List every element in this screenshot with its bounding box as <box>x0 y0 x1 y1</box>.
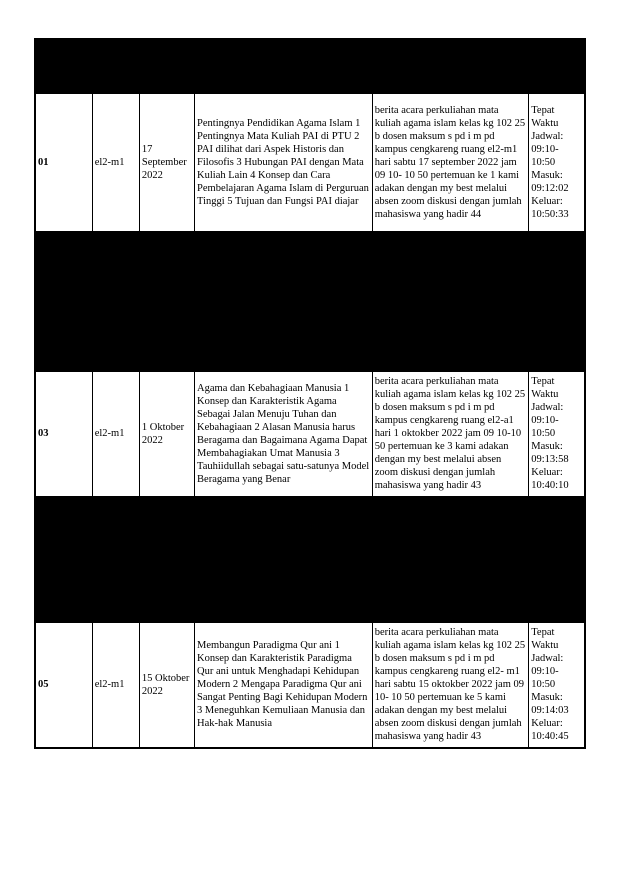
notes-text: berita acara perkuliahan mata kuliah agama islam kelas kg 102 25 b dosen maksum s pd i m pd kampus cengkareng ruang el2-m1 hari sabtu 17 september 2022 jam 09 10- 10 50 pertemuan ke 1 kami adakan dengan my best melalui absen zoom diskusi dengan jumlah mahasiswa yang hadir 44 <box>372 93 529 231</box>
table-row <box>35 371 585 496</box>
redacted-block <box>35 231 585 371</box>
redacted-block <box>35 496 585 622</box>
class-code: el2-m1 <box>92 622 139 748</box>
topic-text: Agama dan Kebahagiaan Manusia 1 Konsep dan Karakteristik Agama Sebagai Jalan Menuju Tuhan dan Kebahagiaan 2 Alasan Manusia harus Beragama dan Bagaimana Agama Dapat Membahagiakan Umat Manusia 3 Tauhiidullah sebagai satu-satunya Model Beragama yang Benar <box>195 371 373 496</box>
redacted-row <box>35 39 585 93</box>
meeting-date: 1 Oktober 2022 <box>139 371 194 496</box>
attendance-table <box>34 38 586 749</box>
meeting-date: 17 September 2022 <box>139 93 194 231</box>
class-code: el2-m1 <box>92 93 139 231</box>
notes-text: berita acara perkuliahan mata kuliah agama islam kelas kg 102 25 b dosen maksum s pd i m pd kampus cengkareng ruang el2- m1 hari sabtu 15 oktokber 2022 jam 09 10- 10 50 pertemuan ke 5 kami adakan dengan my best melalui absen zoom diskusi dengan jumlah mahasiswa yang hadir 43 <box>372 622 529 748</box>
notes-text: berita acara perkuliahan mata kuliah agama islam kelas kg 102 25 b dosen maksum s pd i m pd kampus cengkareng ruang el2-a1 hari 1 oktokber 2022 jam 09 10-10 50 pertemuan ke 3 kami adakan dengan my best melalui absen zoom diskusi dengan jumlah mahasiswa yang hadir 43 <box>372 371 529 496</box>
table-row <box>35 93 585 231</box>
time-text: Tepat Waktu Jadwal: 09:10-10:50 Masuk: 09:14:03 Keluar: 10:40:45 <box>529 622 585 748</box>
topic-text: Membangun Paradigma Qur ani 1 Konsep dan Karakteristik Paradigma Qur ani untuk Menghadapi Kehidupan Modern 2 Mengapa Paradigma Qur ani Sangat Penting Bagi Kehidupan Modern 3 Meneguhkan Kemuliaan Manusia dan Hak-hak Manusia <box>195 622 373 748</box>
meeting-number: 01 <box>35 93 92 231</box>
meeting-number: 03 <box>35 371 92 496</box>
meeting-number: 05 <box>35 622 92 748</box>
redacted-block <box>35 39 585 93</box>
redacted-row <box>35 496 585 622</box>
time-text: Tepat Waktu Jadwal: 09:10-10:50 Masuk: 09:12:02 Keluar: 10:50:33 <box>529 93 585 231</box>
topic-text: Pentingnya Pendidikan Agama Islam 1 Pentingnya Mata Kuliah PAI di PTU 2 PAI dilihat dari Aspek Historis dan Filosofis 3 Hubungan PAI dengan Mata Kuliah Lain 4 Konsep dan Cara Pembelajaran Agama Islam di Perguruan Tinggi 5 Tujuan dan Fungsi PAI diajar <box>195 93 373 231</box>
class-code: el2-m1 <box>92 371 139 496</box>
meeting-date: 15 Oktober 2022 <box>139 622 194 748</box>
time-text: Tepat Waktu Jadwal: 09:10-10:50 Masuk: 09:13:58 Keluar: 10:40:10 <box>529 371 585 496</box>
redacted-row <box>35 231 585 371</box>
table-row <box>35 622 585 748</box>
